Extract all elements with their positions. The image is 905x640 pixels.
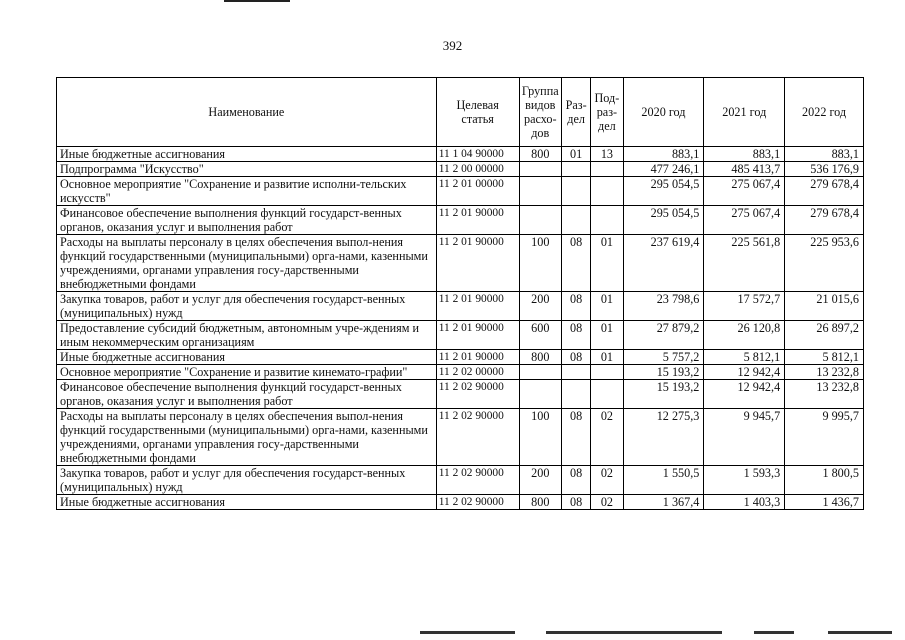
cell-section — [561, 162, 590, 177]
header-row — [57, 78, 864, 147]
cell-group: 600 — [519, 321, 561, 350]
cell-subsection: 02 — [591, 409, 623, 466]
cell-target: 11 2 01 90000 — [436, 235, 519, 292]
cell-name: Закупка товаров, работ и услуг для обеспечения государст-венных (муниципальных) нужд — [57, 292, 437, 321]
cell-subsection — [591, 365, 623, 380]
cell-target: 11 1 04 90000 — [436, 147, 519, 162]
table-row — [57, 466, 864, 495]
cell-target: 11 2 01 00000 — [436, 177, 519, 206]
cell-2021: 17 572,7 — [704, 292, 785, 321]
table-row — [57, 495, 864, 510]
cell-section: 08 — [561, 292, 590, 321]
cell-2020: 295 054,5 — [623, 206, 704, 235]
cell-section — [561, 365, 590, 380]
table-row — [57, 177, 864, 206]
cell-2021: 9 945,7 — [704, 409, 785, 466]
cell-2020: 477 246,1 — [623, 162, 704, 177]
cell-name: Основное мероприятие "Сохранение и развитие кинемато-графии" — [57, 365, 437, 380]
header-2020: 2020 год — [623, 78, 704, 147]
cell-target: 11 2 02 90000 — [436, 495, 519, 510]
cell-2021: 12 942,4 — [704, 365, 785, 380]
scan-artifact-bottom — [546, 631, 722, 634]
cell-group: 800 — [519, 495, 561, 510]
cell-group: 800 — [519, 350, 561, 365]
cell-2020: 883,1 — [623, 147, 704, 162]
cell-2022: 1 436,7 — [785, 495, 864, 510]
cell-name: Предоставление субсидий бюджетным, автономным учре-ждениям и иным некоммерческим организациям — [57, 321, 437, 350]
scan-artifact-top — [224, 0, 290, 2]
cell-name: Финансовое обеспечение выполнения функций государст-венных органов, оказания услуг и выполнения работ — [57, 206, 437, 235]
header-group: Группа видов расхо-дов — [519, 78, 561, 147]
table-row — [57, 350, 864, 365]
cell-2020: 1 367,4 — [623, 495, 704, 510]
scan-artifact-bottom — [754, 631, 794, 634]
cell-section: 08 — [561, 495, 590, 510]
cell-section: 08 — [561, 235, 590, 292]
cell-2020: 295 054,5 — [623, 177, 704, 206]
table-row — [57, 206, 864, 235]
cell-subsection: 13 — [591, 147, 623, 162]
budget-table — [56, 77, 864, 510]
cell-2021: 275 067,4 — [704, 177, 785, 206]
cell-2020: 23 798,6 — [623, 292, 704, 321]
cell-2022: 13 232,8 — [785, 380, 864, 409]
cell-2020: 27 879,2 — [623, 321, 704, 350]
cell-section: 08 — [561, 466, 590, 495]
header-target: Целевая статья — [436, 78, 519, 147]
cell-subsection: 02 — [591, 495, 623, 510]
cell-2021: 1 403,3 — [704, 495, 785, 510]
table-body — [57, 147, 864, 510]
cell-2022: 536 176,9 — [785, 162, 864, 177]
table-row — [57, 292, 864, 321]
cell-2022: 883,1 — [785, 147, 864, 162]
cell-2022: 5 812,1 — [785, 350, 864, 365]
cell-2020: 15 193,2 — [623, 380, 704, 409]
cell-2021: 883,1 — [704, 147, 785, 162]
table-row — [57, 409, 864, 466]
cell-target: 11 2 01 90000 — [436, 321, 519, 350]
cell-2021: 1 593,3 — [704, 466, 785, 495]
cell-group — [519, 380, 561, 409]
cell-2022: 26 897,2 — [785, 321, 864, 350]
cell-section — [561, 206, 590, 235]
cell-subsection: 02 — [591, 466, 623, 495]
cell-group: 200 — [519, 466, 561, 495]
cell-group — [519, 177, 561, 206]
cell-2020: 5 757,2 — [623, 350, 704, 365]
scan-artifact-bottom — [420, 631, 515, 634]
cell-group — [519, 206, 561, 235]
cell-2022: 279 678,4 — [785, 206, 864, 235]
table-row — [57, 235, 864, 292]
cell-group: 100 — [519, 409, 561, 466]
cell-2020: 237 619,4 — [623, 235, 704, 292]
table-row — [57, 365, 864, 380]
cell-section: 01 — [561, 147, 590, 162]
cell-2021: 275 067,4 — [704, 206, 785, 235]
cell-name: Иные бюджетные ассигнования — [57, 147, 437, 162]
cell-target: 11 2 01 90000 — [436, 206, 519, 235]
cell-group: 200 — [519, 292, 561, 321]
header-2022: 2022 год — [785, 78, 864, 147]
cell-section — [561, 380, 590, 409]
cell-2022: 279 678,4 — [785, 177, 864, 206]
cell-target: 11 2 00 00000 — [436, 162, 519, 177]
cell-name: Расходы на выплаты персоналу в целях обеспечения выпол-нения функций государственными (муниципальными) орга-нами, казенными учреждениями, органами управления госу-дарственными внебюджетными фондами — [57, 409, 437, 466]
cell-2022: 1 800,5 — [785, 466, 864, 495]
cell-subsection — [591, 177, 623, 206]
cell-2022: 225 953,6 — [785, 235, 864, 292]
cell-2022: 21 015,6 — [785, 292, 864, 321]
cell-2021: 12 942,4 — [704, 380, 785, 409]
table-row — [57, 380, 864, 409]
cell-subsection — [591, 380, 623, 409]
cell-2020: 12 275,3 — [623, 409, 704, 466]
header-2021: 2021 год — [704, 78, 785, 147]
cell-subsection: 01 — [591, 350, 623, 365]
cell-2021: 5 812,1 — [704, 350, 785, 365]
header-name: Наименование — [57, 78, 437, 147]
cell-subsection — [591, 206, 623, 235]
cell-subsection: 01 — [591, 321, 623, 350]
cell-name: Подпрограмма "Искусство" — [57, 162, 437, 177]
cell-subsection — [591, 162, 623, 177]
table-row — [57, 162, 864, 177]
cell-section: 08 — [561, 409, 590, 466]
cell-section — [561, 177, 590, 206]
cell-target: 11 2 02 90000 — [436, 466, 519, 495]
table-row — [57, 321, 864, 350]
cell-target: 11 2 01 90000 — [436, 350, 519, 365]
scan-artifact-bottom — [828, 631, 892, 634]
table-row — [57, 147, 864, 162]
cell-target: 11 2 02 00000 — [436, 365, 519, 380]
header-section: Раз-дел — [561, 78, 590, 147]
cell-2022: 13 232,8 — [785, 365, 864, 380]
cell-section: 08 — [561, 321, 590, 350]
page-number: 392 — [442, 38, 463, 53]
cell-subsection: 01 — [591, 292, 623, 321]
cell-target: 11 2 02 90000 — [436, 380, 519, 409]
cell-target: 11 2 02 90000 — [436, 409, 519, 466]
cell-name: Финансовое обеспечение выполнения функций государст-венных органов, оказания услуг и выполнения работ — [57, 380, 437, 409]
cell-name: Закупка товаров, работ и услуг для обеспечения государст-венных (муниципальных) нужд — [57, 466, 437, 495]
cell-group — [519, 162, 561, 177]
cell-2020: 1 550,5 — [623, 466, 704, 495]
cell-2020: 15 193,2 — [623, 365, 704, 380]
header-subsection: Под-раз-дел — [591, 78, 623, 147]
cell-subsection: 01 — [591, 235, 623, 292]
cell-name: Иные бюджетные ассигнования — [57, 350, 437, 365]
cell-group: 100 — [519, 235, 561, 292]
cell-name: Основное мероприятие "Сохранение и развитие исполни-тельских искусств" — [57, 177, 437, 206]
cell-group: 800 — [519, 147, 561, 162]
cell-2021: 26 120,8 — [704, 321, 785, 350]
cell-name: Расходы на выплаты персоналу в целях обеспечения выпол-нения функций государственными (муниципальными) орга-нами, казенными учреждениями, органами управления госу-дарственными внебюджетными фондами — [57, 235, 437, 292]
cell-target: 11 2 01 90000 — [436, 292, 519, 321]
cell-2022: 9 995,7 — [785, 409, 864, 466]
cell-group — [519, 365, 561, 380]
cell-2021: 485 413,7 — [704, 162, 785, 177]
cell-name: Иные бюджетные ассигнования — [57, 495, 437, 510]
cell-section: 08 — [561, 350, 590, 365]
cell-2021: 225 561,8 — [704, 235, 785, 292]
